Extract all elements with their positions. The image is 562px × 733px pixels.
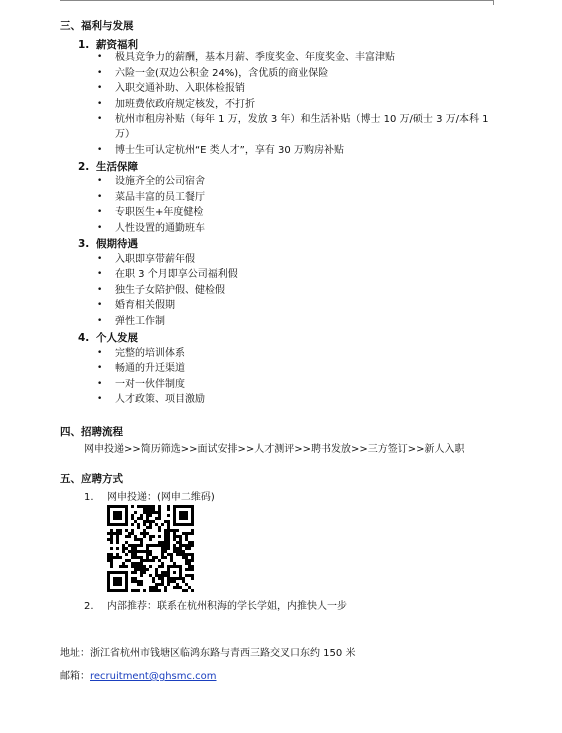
apply-online — [84, 488, 215, 503]
subsection-life-title — [78, 159, 138, 174]
list-item: • 博士生可认定杭州“E 类人才”，享有 30 万购房补贴 — [97, 145, 344, 156]
apply-referral — [84, 597, 347, 612]
subsection-number: 4. — [78, 332, 90, 344]
bullet-icon: • — [97, 363, 103, 373]
list-item: • 婚育相关假期 — [97, 300, 175, 311]
bullet-icon: • — [97, 114, 103, 124]
qr-code-image[interactable] — [107, 505, 194, 592]
list-item: • 一对一伙伴制度 — [97, 379, 185, 390]
address-line: 地址：浙江省杭州市钱塘区临鸿东路与青西三路交叉口东约 150 米 — [60, 648, 356, 659]
apply-online-label: 网申投递：(网申二维码) — [107, 492, 215, 503]
section-process-title: 四、招聘流程 — [60, 426, 123, 438]
bullet-icon: • — [97, 145, 103, 155]
subsection-label: 个人发展 — [96, 332, 138, 344]
bullet-icon: • — [97, 68, 103, 78]
email-line — [60, 667, 217, 682]
list-item: • 弹性工作制 — [97, 316, 165, 327]
list-item: • 杭州市租房补贴（每年 1 万，发放 3 年）和生活补贴（博士 10 万/硕士 3 万/本科 1 万） — [97, 114, 489, 140]
list-item: • 专职医生+年度健检 — [97, 207, 204, 218]
list-item: • 畅通的升迁渠道 — [97, 363, 185, 374]
header-rule — [60, 0, 494, 1]
bullet-icon: • — [97, 83, 103, 93]
bullet-icon: • — [97, 176, 103, 186]
list-item: • 六险一金(双边公积金 24%)，含优质的商业保险 — [97, 68, 329, 79]
email-label: 邮箱： — [60, 671, 90, 682]
subsection-number: 3. — [78, 238, 90, 250]
recruitment-flow: 网申投递>>简历筛选>>面试安排>>人才测评>>聘书发放>>三方签订>>新人入职 — [84, 444, 465, 455]
list-item: • 完整的培训体系 — [97, 348, 185, 359]
bullet-icon: • — [97, 394, 103, 404]
bullet-icon: • — [97, 99, 103, 109]
subsection-label: 薪资福利 — [96, 39, 138, 51]
bullet-icon: • — [97, 269, 103, 279]
email-link[interactable]: recruitment@ghsmc.com — [90, 671, 217, 682]
section-benefits-title: 三、福利与发展 — [60, 20, 134, 32]
subsection-growth-title — [78, 330, 138, 345]
subsection-label: 假期待遇 — [96, 238, 138, 250]
subsection-number: 2. — [78, 161, 90, 173]
list-item: • 在职 3 个月即享公司福利假 — [97, 269, 238, 280]
bullet-icon: • — [97, 207, 103, 217]
bullet-icon: • — [97, 348, 103, 358]
bullet-icon: • — [97, 285, 103, 295]
apply-referral-label: 内部推荐：联系在杭州积海的学长学姐，内推快人一步 — [107, 601, 347, 612]
list-item: • 极具竞争力的薪酬，基本月薪、季度奖金、年度奖金、丰富津贴 — [97, 52, 395, 63]
list-item: • 人才政策、项目激励 — [97, 394, 205, 405]
item-number: 2. — [84, 601, 94, 612]
list-item: • 入职即享带薪年假 — [97, 254, 195, 265]
list-item: • 独生子女陪护假、健检假 — [97, 285, 225, 296]
bullet-icon: • — [97, 316, 103, 326]
bullet-icon: • — [97, 223, 103, 233]
list-item: • 加班费依政府规定核发，不打折 — [97, 99, 255, 110]
list-item: • 人性设置的通勤班车 — [97, 223, 205, 234]
list-item: • 入职交通补助、入职体检报销 — [97, 83, 245, 94]
list-item: • 设施齐全的公司宿舍 — [97, 176, 205, 187]
bullet-icon: • — [97, 300, 103, 310]
bullet-icon: • — [97, 379, 103, 389]
header-rule-end — [493, 0, 494, 5]
bullet-icon: • — [97, 52, 103, 62]
subsection-leave-title — [78, 236, 138, 251]
section-apply-title: 五、应聘方式 — [60, 473, 123, 485]
bullet-icon: • — [97, 192, 103, 202]
list-item: • 菜品丰富的员工餐厅 — [97, 192, 205, 203]
bullet-icon: • — [97, 254, 103, 264]
subsection-label: 生活保障 — [96, 161, 138, 173]
item-number: 1. — [84, 492, 94, 503]
subsection-number: 1. — [78, 39, 90, 51]
